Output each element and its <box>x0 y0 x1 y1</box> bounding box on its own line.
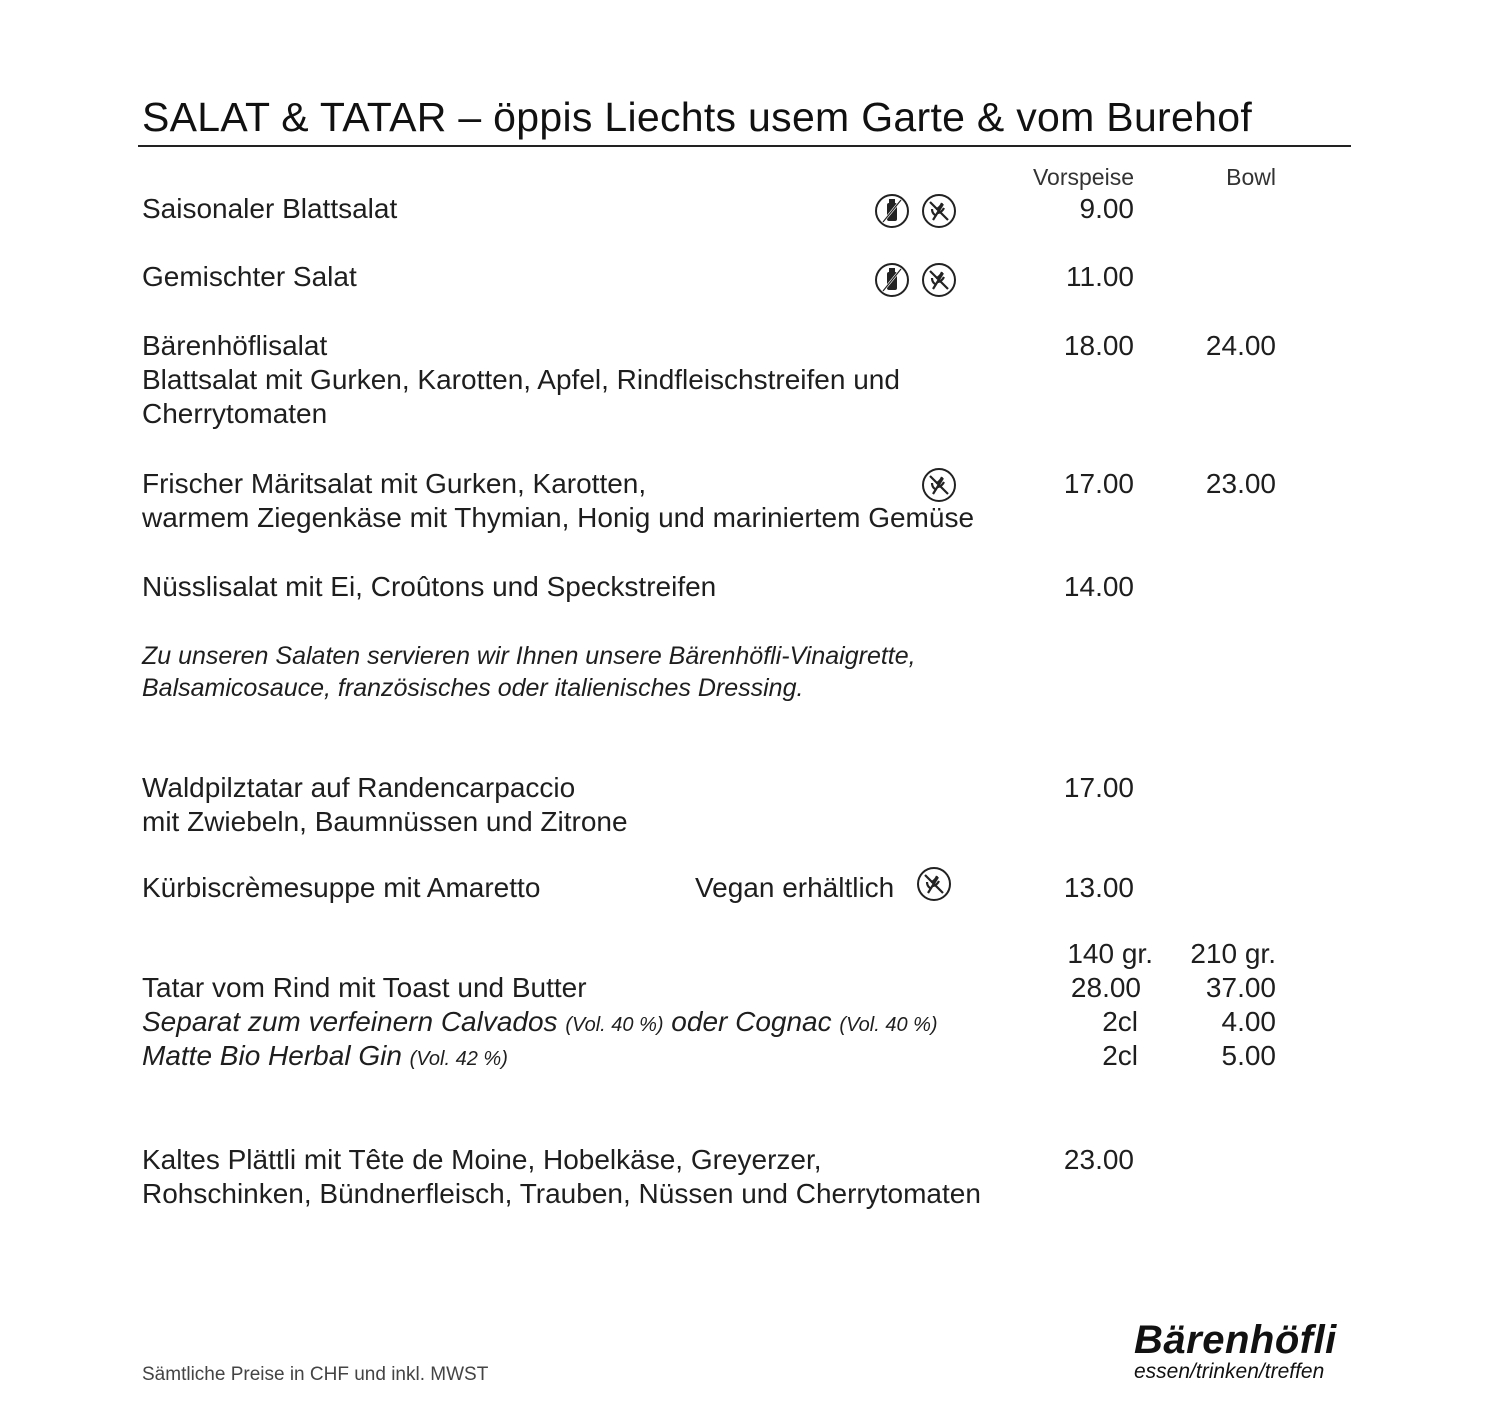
header-bowl: Bowl <box>1226 164 1276 190</box>
item-tatar-name: Tatar vom Rind mit Toast und Butter <box>142 972 587 1003</box>
item-blattsalat-name: Saisonaler Blattsalat <box>142 193 398 224</box>
lactose-free-icon <box>874 193 910 229</box>
item-tatar-price-large: 37.00 <box>1205 972 1276 1003</box>
item-baerenhoefli-name: Bärenhöflisalat <box>142 330 328 361</box>
brand-tagline: essen/trinken/treffen <box>1134 1360 1325 1383</box>
tatar-separat-line: Separat zum verfeinern Calvados (Vol. 40 %) oder Cognac (Vol. 40 %) <box>142 1006 938 1037</box>
footer-note: Sämtliche Preise in CHF und inkl. MWST <box>142 1364 489 1385</box>
tatar-gin-price: 5.00 <box>1221 1040 1276 1071</box>
item-maerit-price-bowl: 23.00 <box>1205 468 1276 499</box>
item-kuerbis-name: Kürbiscrèmesuppe mit Amaretto <box>142 872 541 903</box>
item-kuerbis-vegan: Vegan erhältlich <box>695 872 895 903</box>
item-baerenhoefli-desc-1: Blattsalat mit Gurken, Karotten, Apfel, Rindfleischstreifen und <box>142 364 900 395</box>
page-title: SALAT & TATAR – öppis Liechts usem Garte & vom Burehof <box>142 94 1253 140</box>
dressing-note-line-1: Zu unseren Salaten servieren wir Ihnen unsere Bärenhöfli-Vinaigrette, <box>142 642 916 670</box>
item-maerit-price-vorspeise: 17.00 <box>1063 468 1134 499</box>
item-baerenhoefli-price-bowl: 24.00 <box>1205 330 1276 361</box>
item-tatar-price-small: 28.00 <box>1070 972 1141 1003</box>
title-divider <box>138 145 1351 147</box>
item-plaettli-line-2: Rohschinken, Bündnerfleisch, Trauben, Nüssen und Cherrytomaten <box>142 1178 981 1209</box>
item-waldpilz-price: 17.00 <box>1063 772 1134 803</box>
item-plaettli-price: 23.00 <box>1063 1144 1134 1175</box>
item-gemischt-price: 11.00 <box>1066 261 1134 292</box>
tatar-separat-qty: 2cl <box>1102 1006 1138 1037</box>
item-nuessli-price: 14.00 <box>1063 571 1134 602</box>
item-nuessli-name: Nüsslisalat mit Ei, Croûtons und Speckstreifen <box>142 571 717 602</box>
item-maerit-line-2: warmem Ziegenkäse mit Thymian, Honig und mariniertem Gemüse <box>142 502 975 533</box>
gluten-free-icon <box>921 262 957 298</box>
item-baerenhoefli-price-vorspeise: 18.00 <box>1063 330 1134 361</box>
item-baerenhoefli-desc-2: Cherrytomaten <box>142 398 328 429</box>
dressing-note-line-2: Balsamicosauce, französisches oder italienisches Dressing. <box>142 674 804 702</box>
tatar-size-large: 210 gr. <box>1190 938 1276 969</box>
gluten-free-icon <box>921 467 957 503</box>
item-blattsalat-price: 9.00 <box>1079 193 1134 224</box>
item-waldpilz-line-1: Waldpilztatar auf Randencarpaccio <box>142 772 576 803</box>
tatar-size-small: 140 gr. <box>1067 938 1153 969</box>
gluten-free-icon <box>916 866 952 902</box>
tatar-separat-price: 4.00 <box>1221 1006 1276 1037</box>
lactose-free-icon <box>874 262 910 298</box>
item-gemischt-name: Gemischter Salat <box>142 261 357 292</box>
header-vorspeise: Vorspeise <box>1032 164 1134 190</box>
item-plaettli-line-1: Kaltes Plättli mit Tête de Moine, Hobelkäse, Greyerzer, <box>142 1144 822 1175</box>
item-maerit-line-1: Frischer Märitsalat mit Gurken, Karotten, <box>142 468 647 499</box>
brand-logo: Bärenhöfli <box>1134 1318 1337 1362</box>
item-waldpilz-line-2: mit Zwiebeln, Baumnüssen und Zitrone <box>142 806 628 837</box>
tatar-gin-qty: 2cl <box>1102 1040 1138 1071</box>
item-kuerbis-price: 13.00 <box>1063 872 1134 903</box>
gluten-free-icon <box>921 193 957 229</box>
tatar-gin-line: Matte Bio Herbal Gin (Vol. 42 %) <box>142 1040 508 1071</box>
